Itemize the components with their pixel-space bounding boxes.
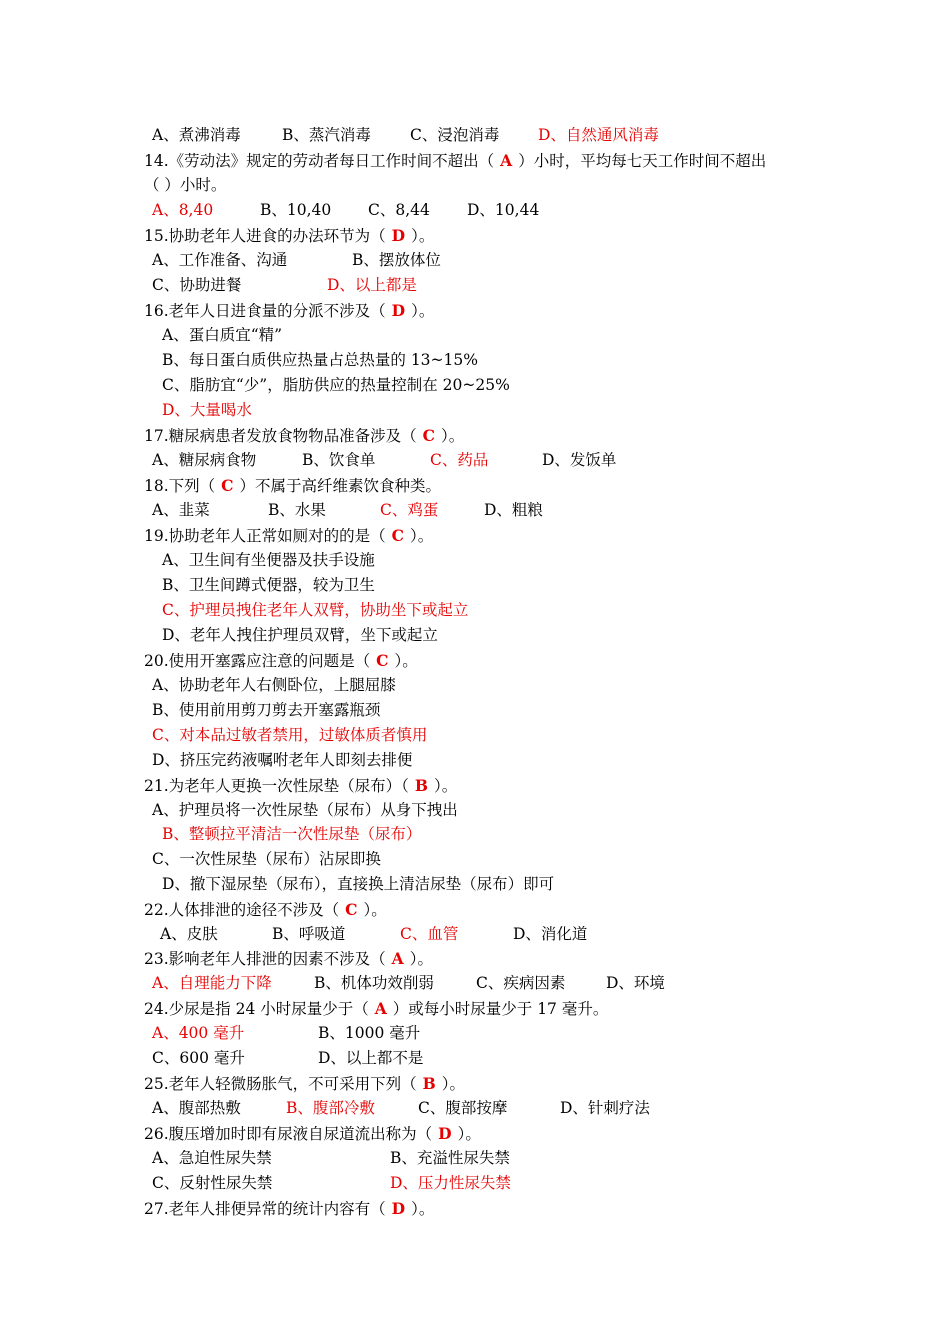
q27-stem-start: 27.老年人排便异常的统计内容有（ (144, 1200, 386, 1218)
q16-option-a: A、蛋白质宜“精” (162, 326, 283, 344)
q23-stem-start: 23.影响老年人排泄的因素不涉及（ (144, 950, 386, 968)
q20-stem-end: ）。 (394, 652, 418, 670)
q18-option-b: B、水果 (268, 501, 326, 519)
q24-option-d: D、以上都不是 (318, 1049, 424, 1067)
q16-answer: D (391, 301, 406, 320)
q17-answer: C (422, 426, 435, 445)
q17-stem-end: ）。 (441, 427, 465, 445)
q17-option-c: C、药品 (430, 451, 489, 469)
q24-stem-start: 24.少尿是指 24 小时尿量少于（ (144, 1000, 369, 1018)
q26-option-d: D、压力性尿失禁 (390, 1174, 511, 1192)
q18-option-a: A、韭菜 (152, 501, 210, 519)
q19-option-d: D、老年人拽住护理员双臂，坐下或起立 (162, 626, 438, 644)
q14-option-d: D、10,44 (467, 201, 540, 219)
q23-option-d: D、环境 (606, 974, 665, 992)
q25-option-c: C、腹部按摩 (418, 1099, 508, 1117)
q15-stem-end: ）。 (411, 227, 435, 245)
q25-option-b: B、腹部冷敷 (286, 1099, 375, 1117)
q13-option-b: B、蒸汽消毒 (282, 126, 371, 144)
q24-option-b: B、1000 毫升 (318, 1024, 421, 1042)
q15-answer: D (391, 226, 406, 245)
q18-option-d: D、粗粮 (484, 501, 543, 519)
q26-stem-end: ）。 (457, 1125, 481, 1143)
q26-option-c: C、反射性尿失禁 (152, 1174, 273, 1192)
q23-answer: A (391, 949, 404, 968)
q20-option-d: D、挤压完药液嘱咐老年人即刻去排便 (152, 751, 413, 769)
q22-option-a: A、皮肤 (160, 925, 218, 943)
q14-stem-continued: （ ）小时。 (144, 176, 227, 194)
q17-option-a: A、糖尿病食物 (152, 451, 257, 469)
q20-answer: C (376, 651, 389, 670)
q15-stem-start: 15.协助老年人进食的办法环节为（ (144, 227, 386, 245)
q13-option-d: D、自然通风消毒 (538, 126, 659, 144)
q17-stem-start: 17.糖尿病患者发放食物物品准备涉及（ (144, 427, 417, 445)
q15-option-b: B、摆放体位 (352, 251, 441, 269)
q20-stem-start: 20.使用开塞露应注意的问题是（ (144, 652, 371, 670)
q18-option-c: C、鸡蛋 (380, 501, 439, 519)
q14-option-a: A、8,40 (152, 201, 214, 219)
q23-option-b: B、机体功效削弱 (314, 974, 434, 992)
q20-option-a: A、协助老年人右侧卧位，上腿屈膝 (152, 676, 396, 694)
q22-option-b: B、呼吸道 (272, 925, 346, 943)
q19-stem-end: ）。 (410, 527, 434, 545)
q19-option-c: C、护理员拽住老年人双臂，协助坐下或起立 (162, 601, 469, 619)
q15-option-d: D、以上都是 (327, 276, 417, 294)
q26-stem-start: 26.腹压增加时即有尿液自尿道流出称为（ (144, 1125, 433, 1143)
q14-stem-start: 14.《劳动法》规定的劳动者每日工作时间不超出（ (144, 152, 495, 170)
q21-option-c: C、一次性尿垫（尿布）沾尿即换 (152, 850, 381, 868)
q17-option-b: B、饮食单 (302, 451, 376, 469)
q24-stem-end: ）或每小时尿量少于 17 毫升。 (392, 1000, 609, 1018)
q21-stem-start: 21.为老年人更换一次性尿垫（尿布）（ (144, 777, 409, 795)
q14-option-b: B、10,40 (260, 201, 332, 219)
q20-option-b: B、使用前用剪刀剪去开塞露瓶颈 (152, 701, 381, 719)
q21-answer: B (414, 776, 429, 795)
q25-option-a: A、腹部热敷 (152, 1099, 241, 1117)
q17-option-d: D、发饭单 (542, 451, 617, 469)
q16-option-d: D、大量喝水 (162, 401, 252, 419)
q21-stem-end: ）。 (434, 777, 458, 795)
q24-option-c: C、600 毫升 (152, 1049, 245, 1067)
q14-option-c: C、8,44 (368, 201, 430, 219)
q16-option-c: C、脂肪宜“少”，脂肪供应的热量控制在 20~25% (162, 376, 510, 394)
q14-stem-end: ）小时，平均每七天工作时间不超出 (518, 152, 767, 170)
q15-option-a: A、工作准备、沟通 (152, 251, 288, 269)
q19-option-a: A、卫生间有坐便器及扶手设施 (162, 551, 375, 569)
q21-option-b: B、整顿拉平清洁一次性尿垫（尿布） (162, 825, 422, 843)
q26-answer: D (438, 1124, 452, 1143)
q25-answer: B (422, 1074, 436, 1093)
q15-option-c: C、协助进餐 (152, 276, 242, 294)
q16-stem-start: 16.老年人日进食量的分派不涉及（ (144, 302, 386, 320)
q13-option-a: A、煮沸消毒 (152, 126, 241, 144)
q21-option-a: A、护理员将一次性尿垫（尿布）从身下拽出 (152, 801, 458, 819)
q14-answer: A (500, 151, 513, 170)
q23-option-a: A、自理能力下降 (152, 974, 272, 992)
q23-option-c: C、疾病因素 (476, 974, 566, 992)
q25-stem-start: 25.老年人轻微肠胀气，不可采用下列（ (144, 1075, 417, 1093)
q18-stem-start: 18.下列（ (144, 477, 216, 495)
q22-answer: C (345, 900, 358, 919)
q18-stem-end: ）不属于高纤维素饮食种类。 (239, 477, 442, 495)
q25-option-d: D、针刺疗法 (560, 1099, 650, 1117)
q19-stem-start: 19.协助老年人正常如厕对的的是（ (144, 527, 386, 545)
q22-option-d: D、消化道 (513, 925, 588, 943)
q24-option-a: A、400 毫升 (152, 1024, 245, 1042)
q27-stem-end: ）。 (411, 1200, 435, 1218)
q21-option-d: D、撤下湿尿垫（尿布），直接换上清洁尿垫（尿布）即可 (162, 875, 555, 893)
q22-option-c: C、血管 (400, 925, 459, 943)
q16-option-b: B、每日蛋白质供应热量占总热量的 13~15% (162, 351, 478, 369)
q27-answer: D (391, 1199, 406, 1218)
q25-stem-end: ）。 (441, 1075, 466, 1093)
q22-stem-start: 22.人体排泄的途径不涉及（ (144, 901, 340, 919)
q22-stem-end: ）。 (363, 901, 387, 919)
q26-option-b: B、充溢性尿失禁 (390, 1149, 510, 1167)
q19-answer: C (391, 526, 404, 545)
q18-answer: C (221, 476, 234, 495)
q24-answer: A (374, 999, 387, 1018)
q19-option-b: B、卫生间蹲式便器，较为卫生 (162, 576, 375, 594)
q13-option-c: C、浸泡消毒 (410, 126, 500, 144)
q26-option-a: A、急迫性尿失禁 (152, 1149, 272, 1167)
q16-stem-end: ）。 (411, 302, 435, 320)
q20-option-c: C、对本品过敏者禁用，过敏体质者慎用 (152, 726, 428, 744)
q23-stem-end: ）。 (409, 950, 433, 968)
